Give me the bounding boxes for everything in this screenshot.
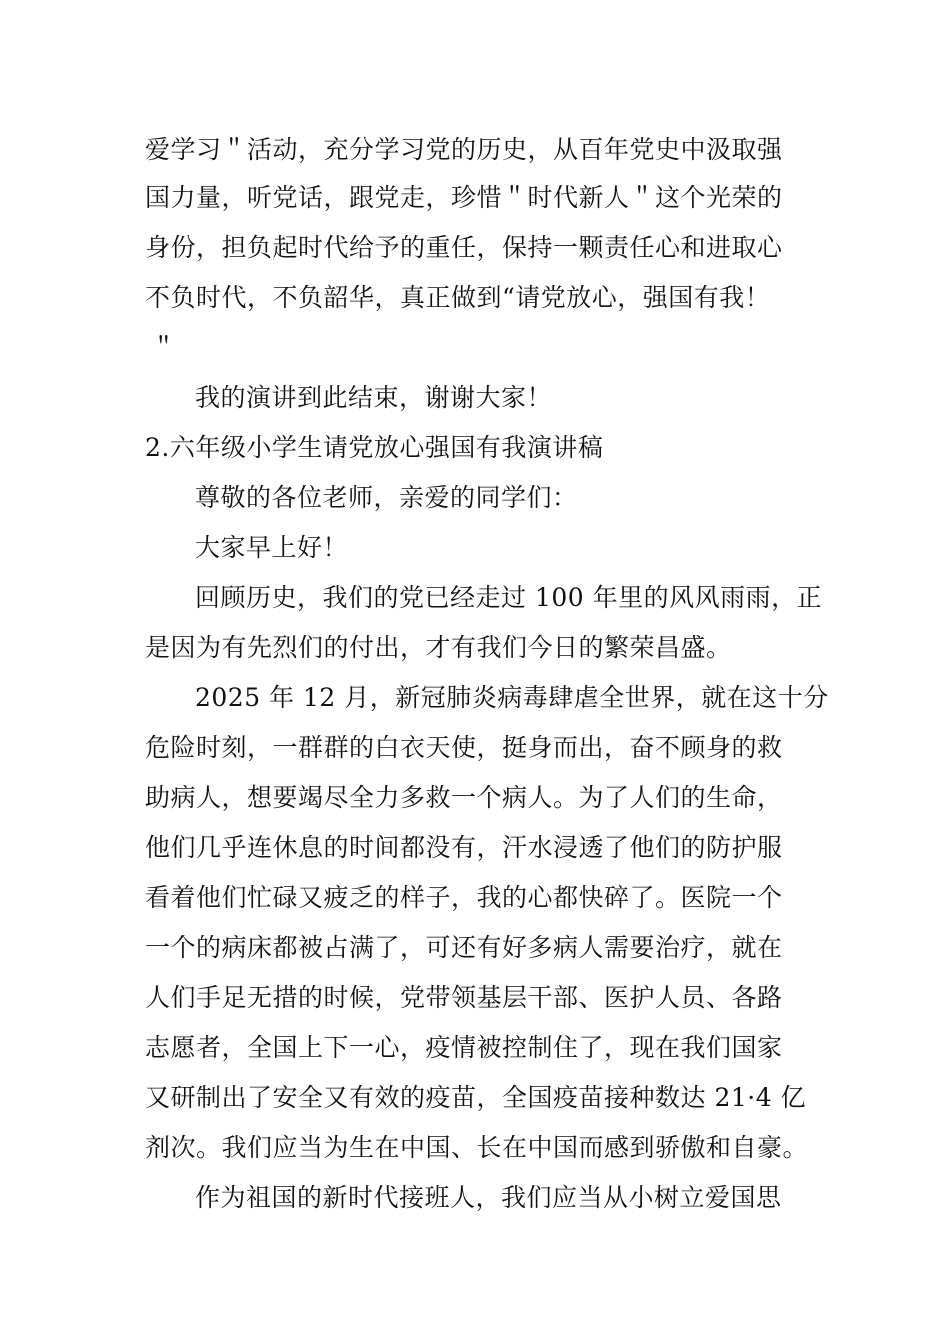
text-line: 人们手足无措的时候，党带领基层干部、医护人员、各路 [145,983,783,1012]
text-line: 一个的病床都被占满了，可还有好多病人需要治疗，就在 [145,933,783,962]
text-line: 国力量，听党话，跟党走，珍惜＂时代新人＂这个光荣的 [145,183,783,212]
morning-greeting: 大家早上好！ [195,533,349,562]
text-line: 2025 年 12 月，新冠肺炎病毒肆虐全世界，就在这十分 [195,683,829,712]
text-line: 身份，担负起时代给予的重任，保持一颗责任心和进取心 [145,233,783,262]
text-line: ＂ [151,333,177,362]
text-line: 看着他们忙碌又疲乏的样子，我的心都快碎了。医院一个 [145,883,783,912]
text-line: 志愿者，全国上下一心，疫情被控制住了，现在我们国家 [145,1033,783,1062]
greeting-line: 尊敬的各位老师，亲爱的同学们： [195,483,578,512]
text-line: 他们几乎连休息的时间都没有，汗水浸透了他们的防护服 [145,833,783,862]
text-line: 爱学习＂活动，充分学习党的历史，从百年党史中汲取强 [145,135,783,164]
text-line: 剂次。我们应当为生在中国、长在中国而感到骄傲和自豪。 [145,1133,809,1162]
text-line: 是因为有先烈们的付出，才有我们今日的繁荣昌盛。 [145,633,732,662]
text-line: 危险时刻，一群群的白衣天使，挺身而出，奋不顾身的救 [145,733,783,762]
closing-line: 我的演讲到此结束，谢谢大家！ [195,383,553,412]
text-line: 作为祖国的新时代接班人，我们应当从小树立爱国思 [195,1183,782,1212]
text-line: 又研制出了安全又有效的疫苗，全国疫苗接种数达 21·4 亿 [145,1083,807,1112]
text-line: 不负时代，不负韶华，真正做到“请党放心，强国有我！ [145,283,771,312]
text-line: 助病人，想要竭尽全力多救一个病人。为了人们的生命， [145,783,783,812]
section-title: 2.六年级小学生请党放心强国有我演讲稿 [145,433,604,462]
text-line: 回顾历史，我们的党已经走过 100 年里的风风雨雨，正 [195,583,823,612]
